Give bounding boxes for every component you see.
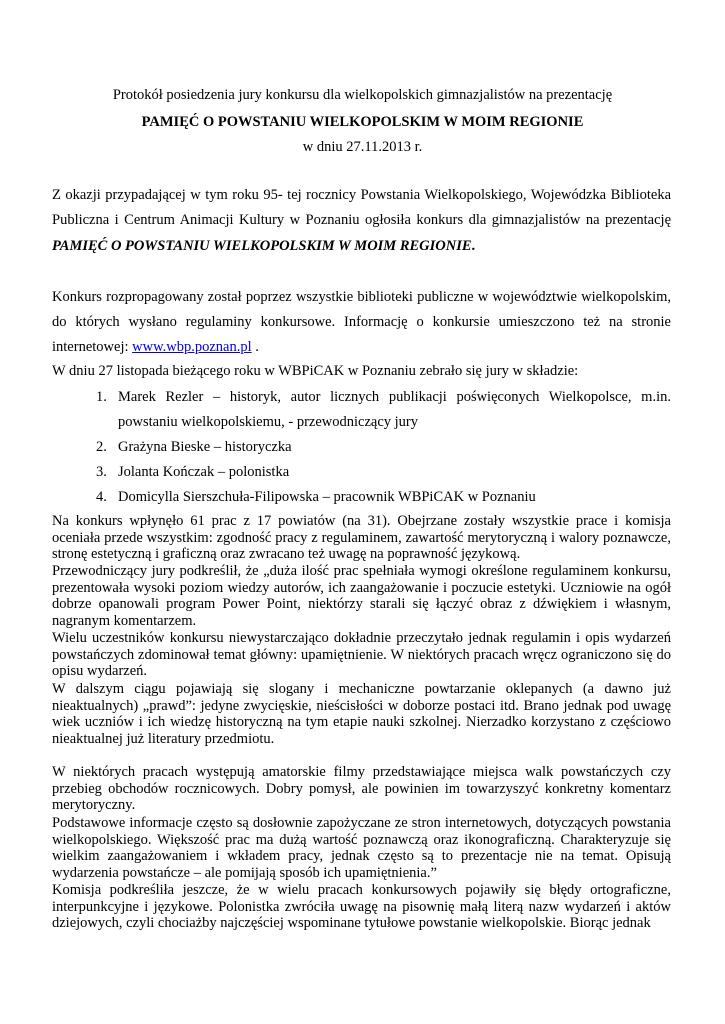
intro-line-1: Z okazji przypadającej w tym roku 95- tej rocznicy Powstania Wielkopolskiego, Wojewódzka Biblioteka (52, 187, 671, 203)
protocol-heading: Protokół posiedzenia jury konkursu dla wielkopolskich gimnazjalistów na prezentację (112, 87, 613, 103)
promo-line-2: do których wysłano regulaminy konkursowe. Informację o konkursie umieszczono też na stronie (52, 314, 671, 330)
list-number: 2. (96, 439, 107, 455)
jury-member-text: Marek Rezler – historyk, autor licznych publikacji poświęconych Wielkopolsce, m.in. (118, 389, 671, 405)
paragraph-films: W niektórych pracach występują amatorskie filmy przedstawiające miejsca walk powstańczych czy przebieg obchodów rocznicowych. Dobry pomysł, ale powinien im towarzyszyć konkretny komentarz merytoryczny. (52, 764, 671, 814)
list-number: 1. (96, 389, 107, 405)
list-number: 3. (96, 464, 107, 480)
promo-line-3: internetowej: www.wbp.poznan.pl . (52, 339, 259, 355)
intro-line-2: Publiczna i Centrum Animacji Kultury w Poznaniu ogłosiła konkurs dla gimnazjalistów na prezentację (52, 212, 671, 228)
intro-line-3: PAMIĘĆ O POWSTANIU WIELKOPOLSKIM W MOIM REGIONIE. (52, 238, 476, 254)
paragraph-sources: Podstawowe informacje często są dosłownie zapożyczane ze stron internetowych, dotyczących powstania wielkopolskiego. Większość prac ma dużą wartość poznawczą oraz ikonograficzną. Charakteryzuje się wielkim zaangażowaniem i wkładem pracy, jednak często są to prezentacje nie na temat. Opisują wydarzenia powstańcze – ale pomijają sposób ich upamiętnienia.” (52, 815, 671, 881)
jury-member-text-cont: powstaniu wielkopolskiemu, - przewodniczący jury (118, 414, 418, 430)
paragraph-chair-remarks: Przewodniczący jury podkreślił, że „duża ilość prac spełniała wymogi określone regulaminem konkursu, prezentowała wysoki poziom wiedzy autorów, ich zaangażowanie i poczucie estetyki. Uczniowie na ogół dobrze opanowali program Power Point, niektórzy starali się łączyć obraz z dźwiękiem i własnym, nagranym komentarzem. (52, 563, 671, 629)
paragraph-submissions: Na konkurs wpłynęło 61 prac z 17 powiatów (na 31). Obejrzane zostały wszystkie prace i komisja oceniała przede wszystkim: zgodność pracy z regulaminem, zawartość merytoryczną i walory poznawcze, stronę estetyczną i graficzną oraz zwracano też uwagę na poprawność językową. (52, 513, 671, 563)
paragraph-regulations: Wielu uczestników konkursu niewystarczająco dokładnie przeczytało jednak regulamin i opis wydarzeń powstańczych zdominował temat główny: upamiętnienie. W niektórych pracach wręcz ograniczono się do opisu wydarzeń. (52, 630, 671, 680)
jury-member-text: Domicylla Sierszchuła-Filipowska – pracownik WBPiCAK w Poznaniu (118, 489, 536, 505)
paragraph-errors: Komisja podkreśliła jeszcze, że w wielu pracach konkursowych pojawiły się błędy ortograficzne, interpunkcyjne i językowe. Polonistka zwróciła uwagę na pisownię małą literą nazw wydarzeń i aktów dziejowych, czyli chociażby najczęściej wspominane tytułowe powstanie wielkopolskie. Biorąc jednak (52, 882, 671, 932)
contest-title: PAMIĘĆ O POWSTANIU WIELKOPOLSKIM W MOIM REGIONIE (141, 114, 584, 130)
meeting-date: w dniu 27.11.2013 r. (302, 139, 423, 155)
promo-line-1: Konkurs rozpropagowany został poprzez wszystkie biblioteki publiczne w województwie wielkopolskim, (52, 289, 671, 305)
list-number: 4. (96, 489, 107, 505)
jury-member-text: Jolanta Kończak – polonistka (118, 464, 290, 480)
website-link[interactable]: www.wbp.poznan.pl (132, 339, 252, 355)
paragraph-slogans: W dalszym ciągu pojawiają się slogany i mechaniczne powtarzanie oklepanych (a dawno już nieaktualnych) „prawd”: jedyne zwycięskie, nieścisłości w doborze postaci itd. Brano jednak pod uwagę wiek uczniów i ich wiedzę historyczną na tym etapie nauki szkolnej. Nierzadko korzystano z częściowo nieaktualnej już literatury przedmiotu. (52, 681, 671, 747)
contest-title-italic: PAMIĘĆ O POWSTANIU WIELKOPOLSKIM W MOIM REGIONIE (52, 238, 472, 254)
jury-member-text: Grażyna Bieske – historyczka (118, 439, 292, 455)
jury-intro: W dniu 27 listopada bieżącego roku w WBPiCAK w Poznaniu zebrało się jury w składzie: (52, 363, 579, 379)
